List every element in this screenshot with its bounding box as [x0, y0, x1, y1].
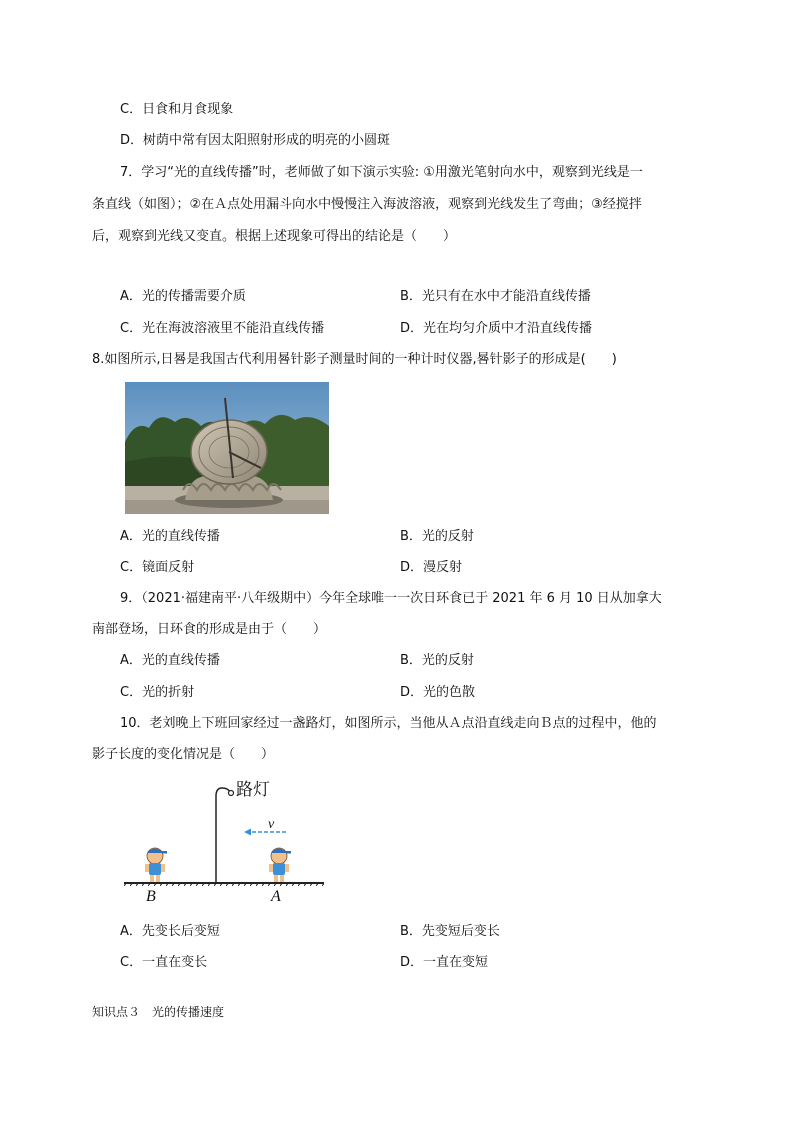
q9-stem-line1: 9．（2021·福建南平·八年级期中）今年全球唯一一次日环食已于 2021 年 6 月 10 日从加拿大 — [120, 591, 662, 606]
q10-stem-line1: 10．老刘晚上下班回家经过一盏路灯，如图所示，当他从Ａ点沿直线走向Ｂ点的过程中，他的 — [120, 716, 657, 731]
velocity-arrowhead — [244, 829, 251, 836]
street-lamp-diagram — [118, 774, 338, 905]
q7-option-b: B．光只有在水中才能沿直线传播 — [400, 289, 591, 304]
lamp-arm — [216, 788, 230, 796]
sundial-photo — [125, 382, 329, 514]
q7-stem-line2: 条直线（如图）；②在Ａ点处用漏斗向水中慢慢注入海波溶液，观察到光线发生了弯曲；③经搅拌 — [92, 197, 642, 212]
q7-stem-line1: 7．学习“光的直线传播”时，老师做了如下演示实验: ①用激光笔射向水中，观察到光线是一 — [120, 165, 643, 180]
point-a-label: A — [271, 888, 281, 905]
q9-option-d: D．光的色散 — [400, 685, 476, 700]
q10-option-d: D．一直在变短 — [400, 955, 489, 970]
velocity-label: v — [268, 817, 275, 832]
q7-option-d: D．光在均匀介质中才沿直线传播 — [400, 321, 593, 336]
q6-option-c: C．日食和月食现象 — [120, 102, 234, 117]
q10-option-a: A．先变长后变短 — [120, 924, 220, 939]
q9-option-a: A．光的直线传播 — [120, 653, 220, 668]
q8-option-b: B．光的反射 — [400, 529, 474, 544]
q7-option-c: C．光在海波溶液里不能沿直线传播 — [120, 321, 325, 336]
q8-option-c: C．镜面反射 — [120, 560, 195, 575]
q8-stem: 8.如图所示,日晷是我国古代利用晷针影子测量时间的一种计时仪器,晷针影子的形成是( ) — [92, 352, 617, 367]
q9-option-c: C．光的折射 — [120, 685, 195, 700]
point-b-label: B — [146, 888, 156, 905]
lamp-label: 路灯 — [236, 780, 270, 799]
q7-stem-line3: 后，观察到光线又变直。根据上述现象可得出的结论是（ ） — [92, 229, 457, 244]
q9-stem-line2: 南部登场，日环食的形成是由于（ ） — [92, 622, 327, 637]
q8-option-a: A．光的直线传播 — [120, 529, 220, 544]
lamp-bulb — [229, 791, 234, 796]
q7-option-a: A．光的传播需要介质 — [120, 289, 246, 304]
person-at-b — [145, 848, 167, 882]
q6-option-d: D．树荫中常有因太阳照射形成的明亮的小圆斑 — [120, 133, 391, 148]
q10-stem-line2: 影子长度的变化情况是（ ） — [92, 747, 275, 762]
section-heading: 知识点３ 光的传播速度 — [92, 1005, 225, 1019]
q9-option-b: B．光的反射 — [400, 653, 474, 668]
q10-option-b: B．先变短后变长 — [400, 924, 500, 939]
q8-option-d: D．漫反射 — [400, 560, 463, 575]
person-at-a — [269, 848, 291, 882]
q10-option-c: C．一直在变长 — [120, 955, 208, 970]
